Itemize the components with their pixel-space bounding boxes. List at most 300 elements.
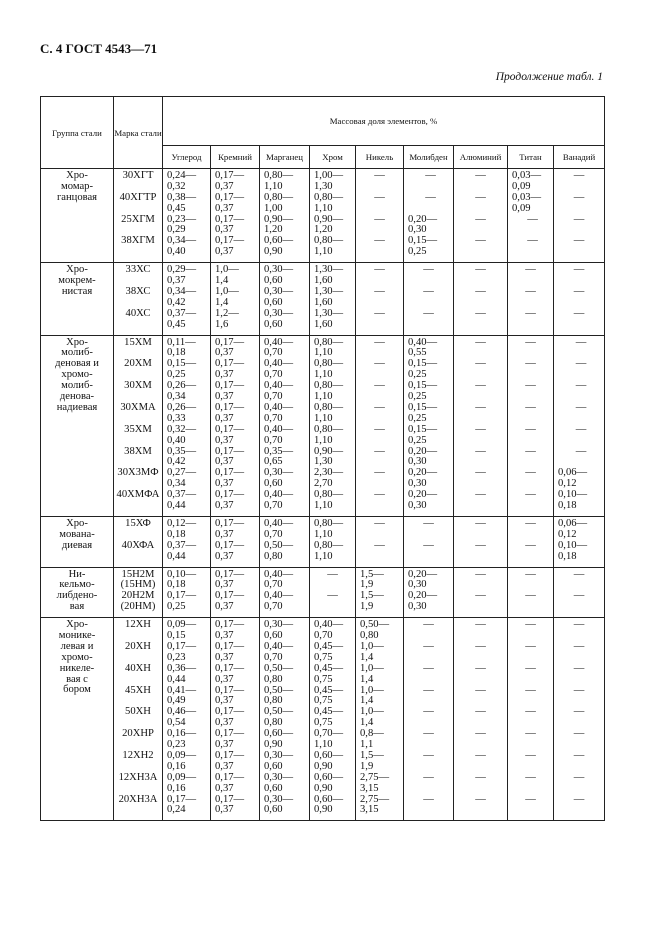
element-value-line: 0,20— <box>408 568 438 580</box>
element-value-line: 0,24 <box>167 804 186 816</box>
element-value-line: — <box>475 191 486 203</box>
element-value-line: 0,80— <box>314 191 344 203</box>
element-value-line: 0,36— <box>167 662 197 674</box>
element-value-line: 0,75 <box>314 673 333 685</box>
element-value <box>360 664 403 686</box>
steel-grade-line: 15ХФ <box>125 517 151 529</box>
element-value-line: 0,37 <box>215 695 234 707</box>
element-value <box>264 403 309 425</box>
element-value-line: 0,35— <box>264 445 294 457</box>
element-column <box>260 618 310 821</box>
element-value-line: — <box>525 380 536 392</box>
element-value-line: 1,60 <box>314 318 333 330</box>
steel-grade-line: 25ХГМ <box>121 213 155 225</box>
element-value <box>215 751 259 773</box>
element-value-line: 0,16 <box>167 760 186 772</box>
element-value <box>167 664 210 686</box>
element-value-line: 1,10 <box>314 500 333 512</box>
element-value <box>264 519 309 541</box>
element-value-line: — <box>575 380 587 392</box>
element-value <box>356 265 403 287</box>
element-value <box>356 215 403 237</box>
element-value-line: 0,15— <box>408 380 438 392</box>
element-value <box>264 381 309 403</box>
steel-grade <box>114 425 162 447</box>
element-value-line: — <box>374 489 385 501</box>
element-value <box>215 236 259 258</box>
element-value <box>264 265 309 287</box>
element-value-line: 1,30 <box>314 456 333 468</box>
steel-grade-line: (15НМ) <box>120 579 156 591</box>
element-value <box>360 707 403 729</box>
element-value-line: — <box>573 568 585 580</box>
element-value-line: 0,17— <box>215 489 245 501</box>
element-value-line: — <box>525 401 536 413</box>
element-value-line: 0,60 <box>264 318 283 330</box>
element-value-line: 0,90— <box>314 445 344 457</box>
element-value-line: — <box>475 401 486 413</box>
table-row <box>41 618 605 821</box>
element-value-line: 0,30— <box>264 793 294 805</box>
element-value-line: 0,17— <box>215 467 245 479</box>
element-value-line: 0,60— <box>264 728 294 740</box>
element-column <box>356 516 404 567</box>
element-value-line: 0,35— <box>167 445 197 457</box>
steel-grade-line: 38ХГМ <box>121 235 155 247</box>
element-value-line: 0,25 <box>408 246 427 258</box>
steel-grade-line: 40ХН <box>125 662 151 674</box>
element-value <box>356 171 403 193</box>
element-value <box>314 541 355 563</box>
element-value-line: — <box>475 590 486 602</box>
element-value <box>215 519 259 541</box>
element-value-line: — <box>374 539 385 551</box>
element-value-line: 0,80— <box>314 489 344 501</box>
element-value-line: — <box>525 336 536 348</box>
element-value <box>167 773 210 795</box>
element-column <box>356 335 404 516</box>
element-value <box>167 468 210 490</box>
element-value <box>408 359 453 381</box>
element-value-line: 1,20 <box>314 224 333 236</box>
element-value-line: 2,75— <box>360 771 390 783</box>
steel-group-name-line: хромо- <box>61 651 93 663</box>
steel-group-name-line: нистая <box>61 285 93 297</box>
element-value <box>404 642 453 664</box>
element-value <box>215 193 259 215</box>
steel-grade <box>114 570 162 592</box>
element-column <box>454 169 508 263</box>
element-value-line: — <box>525 684 536 696</box>
element-value-line: 0,17— <box>215 423 245 435</box>
element-value-line: 1,10 <box>314 434 333 446</box>
table-row <box>41 335 605 516</box>
element-value <box>512 193 553 215</box>
element-value-line: 1,60 <box>314 275 333 287</box>
element-value <box>408 403 453 425</box>
element-value-line: 0,17— <box>215 401 245 413</box>
element-column <box>163 335 211 516</box>
element-value-line: 0,60 <box>264 782 283 794</box>
steel-group-name-line: надиевая <box>56 401 98 413</box>
element-value-line: 0,18 <box>167 579 186 591</box>
element-value-line: — <box>374 213 385 225</box>
element-value <box>554 215 604 237</box>
element-value <box>264 642 309 664</box>
element-value-line: 0,37 <box>215 202 234 214</box>
element-value-line: — <box>573 285 585 297</box>
element-column <box>310 516 356 567</box>
element-value-line: 0,32— <box>167 423 197 435</box>
steel-composition-table <box>40 96 605 821</box>
element-column <box>404 516 454 567</box>
element-value-line: — <box>475 235 486 247</box>
element-value-line: 0,15— <box>408 423 438 435</box>
steel-group-name-line: кельмо- <box>59 579 95 591</box>
element-value-line: 0,60 <box>264 804 283 816</box>
element-value-line: 1,9 <box>360 579 374 591</box>
element-value-line: — <box>525 445 536 457</box>
element-value <box>408 215 453 237</box>
element-value <box>554 642 604 664</box>
element-value <box>454 795 507 817</box>
element-column <box>454 567 508 618</box>
steel-group-name-line: либдено- <box>56 590 98 602</box>
element-value-line: — <box>423 539 434 551</box>
element-value-line: 0,25 <box>408 412 427 424</box>
element-column <box>554 169 605 263</box>
element-value <box>508 729 553 751</box>
element-value <box>554 287 604 309</box>
element-value-line: 1,4 <box>360 651 374 663</box>
element-value <box>167 171 210 193</box>
element-column <box>211 618 260 821</box>
element-value-line: 1,10 <box>314 550 333 562</box>
element-value <box>454 707 507 729</box>
steel-grade-line: 20ХМ <box>124 358 152 370</box>
steel-grade-line: 12ХН3А <box>118 771 158 783</box>
element-column <box>554 263 605 335</box>
element-value <box>508 541 553 563</box>
steel-group-name-line: Хро- <box>66 517 88 529</box>
steel-group-name-line: диевая <box>61 539 93 551</box>
steel-grade-line: 12ХН <box>125 619 151 631</box>
element-value <box>404 664 453 686</box>
element-value <box>215 265 259 287</box>
steel-grade <box>114 265 162 287</box>
element-value <box>408 381 453 403</box>
element-value-line: 0,37 <box>215 739 234 751</box>
element-value <box>167 541 210 563</box>
element-value <box>314 729 355 751</box>
element-value <box>454 236 507 258</box>
element-value <box>404 309 453 331</box>
steel-group-name-line: Хро- <box>66 264 88 276</box>
element-value-line: 0,60 <box>264 760 283 772</box>
element-value-line: — <box>573 191 585 203</box>
steel-grade <box>114 215 162 237</box>
element-value-line: 0,37 <box>215 180 234 192</box>
element-column <box>554 567 605 618</box>
element-value-line: — <box>475 336 486 348</box>
element-value-line: 0,40— <box>314 619 344 631</box>
element-value <box>215 773 259 795</box>
element-value-line: — <box>525 706 536 718</box>
element-value-line: 0,80 <box>264 695 283 707</box>
steel-group-name <box>41 567 114 618</box>
element-value-line: 0,37 <box>215 601 234 613</box>
table-continuation-label: Продолжение табл. 1 <box>495 71 603 83</box>
steel-grade-column <box>114 567 163 618</box>
steel-grade-line: 38ХМ <box>124 445 152 457</box>
element-value <box>167 751 210 773</box>
element-value <box>454 490 507 512</box>
element-value <box>508 381 553 403</box>
element-value-line: 0,10— <box>558 539 588 551</box>
steel-grade-column <box>114 335 163 516</box>
element-value-line: 0,15— <box>408 358 438 370</box>
element-value-line: — <box>374 445 385 457</box>
element-value <box>167 359 210 381</box>
element-value-line: 0,25 <box>408 434 427 446</box>
steel-grade <box>114 171 162 193</box>
element-value-line: 0,18 <box>167 347 186 359</box>
element-value-line: 0,17— <box>215 706 245 718</box>
element-value-line: 0,80— <box>314 380 344 392</box>
element-value-line: 1,9 <box>360 601 374 613</box>
element-value-line: — <box>374 423 385 435</box>
element-value <box>167 193 210 215</box>
element-value-line: — <box>525 517 536 529</box>
element-value-line: — <box>475 213 486 225</box>
element-value <box>356 519 403 541</box>
element-value <box>554 570 604 592</box>
element-value-line: 0,03— <box>512 170 542 181</box>
steel-group-name-line: монике- <box>58 630 96 642</box>
element-value <box>215 468 259 490</box>
steel-grade <box>114 773 162 795</box>
element-value <box>264 171 309 193</box>
element-value-line: — <box>423 662 434 674</box>
element-value-line: 0,17— <box>215 568 245 580</box>
element-value-line: 0,30 <box>408 456 427 468</box>
element-column <box>554 335 605 516</box>
element-value-line: 0,17— <box>215 445 245 457</box>
element-value <box>508 309 553 331</box>
element-value-line: 0,24— <box>167 170 197 181</box>
element-value <box>554 620 604 642</box>
element-value-line: 0,45 <box>167 202 186 214</box>
element-value <box>508 447 553 469</box>
element-value-line: 0,34— <box>167 285 197 297</box>
element-value-line: — <box>525 640 536 652</box>
element-value-line: 0,37 <box>215 500 234 512</box>
element-value-line: 1,30— <box>314 285 344 297</box>
element-value <box>167 236 210 258</box>
element-value-line: 0,25 <box>167 369 186 381</box>
element-column <box>454 618 508 821</box>
element-value <box>508 642 553 664</box>
element-value-line: 0,17— <box>167 793 197 805</box>
element-value-line: 0,17— <box>215 771 245 783</box>
element-value <box>508 773 553 795</box>
element-value-line: — <box>475 517 486 529</box>
element-value-line: — <box>573 264 585 276</box>
element-value <box>356 359 403 381</box>
element-value <box>356 403 403 425</box>
element-value-line: — <box>327 590 338 602</box>
element-value <box>314 338 355 360</box>
element-value-line: 0,70 <box>264 434 283 446</box>
element-value-line: 0,41— <box>167 684 197 696</box>
element-value <box>558 490 604 512</box>
element-value <box>454 620 507 642</box>
element-value <box>360 795 403 817</box>
element-value-line: 0,75 <box>314 695 333 707</box>
steel-group-name <box>41 263 114 335</box>
element-value <box>167 519 210 541</box>
element-value-line: — <box>573 640 585 652</box>
header-steel-grade: Марка стали <box>114 97 163 169</box>
element-value <box>264 729 309 751</box>
element-value-line: 1,30— <box>314 307 344 319</box>
element-value <box>454 519 507 541</box>
element-column <box>508 263 554 335</box>
steel-grade-line: 45ХН <box>125 684 151 696</box>
element-value-line: 0,46— <box>167 706 197 718</box>
element-value <box>356 338 403 360</box>
element-value-line: 0,50— <box>264 539 294 551</box>
element-value <box>264 591 309 613</box>
element-value-line: 0,17— <box>215 793 245 805</box>
element-value-line: — <box>423 640 434 652</box>
steel-grade-line: 33ХС <box>125 264 151 276</box>
element-value-line: 0,23 <box>167 739 186 751</box>
element-value-line: — <box>423 793 434 805</box>
steel-grade <box>114 519 162 541</box>
element-value <box>356 381 403 403</box>
element-value-line: 0,17— <box>215 640 245 652</box>
element-value-line: 1,10 <box>314 246 333 258</box>
element-value-line: 0,27— <box>167 467 197 479</box>
element-value <box>314 193 355 215</box>
element-value <box>215 309 259 331</box>
element-value <box>454 468 507 490</box>
steel-group-name-line: мокрем- <box>58 275 96 287</box>
element-value-line: 0,10— <box>558 489 588 501</box>
element-value-line: 0,80— <box>314 517 344 529</box>
element-value-line: 0,11— <box>167 336 196 348</box>
element-column <box>260 516 310 567</box>
steel-group-name <box>41 335 114 516</box>
element-value <box>264 309 309 331</box>
element-value-line: — <box>575 336 587 348</box>
element-value-line: — <box>475 380 486 392</box>
element-column <box>356 618 404 821</box>
element-value-line: 1,30— <box>314 264 344 276</box>
element-column <box>404 335 454 516</box>
steel-grade-line: 30Х3МФ <box>117 467 159 479</box>
element-value <box>404 541 453 563</box>
element-value <box>314 686 355 708</box>
element-value-line: — <box>374 401 385 413</box>
element-value <box>264 541 309 563</box>
steel-group-name-line: Хро- <box>66 619 88 631</box>
element-value-line: — <box>327 568 338 580</box>
element-value-line: 0,37 <box>215 434 234 446</box>
steel-group-name-line: ганцовая <box>56 191 98 203</box>
element-value-line: 0,23— <box>167 213 197 225</box>
element-value <box>264 490 309 512</box>
element-value-line: 0,30— <box>264 467 294 479</box>
element-value-line: 0,90 <box>314 760 333 772</box>
element-value-line: 0,90 <box>314 782 333 794</box>
element-value <box>215 591 259 613</box>
element-column <box>310 169 356 263</box>
element-value <box>264 447 309 469</box>
steel-grade <box>114 468 162 490</box>
element-value <box>215 570 259 592</box>
element-value-line: 2,30— <box>314 467 344 479</box>
element-value-line: 0,50— <box>264 706 294 718</box>
element-value-line: 0,06— <box>558 517 588 529</box>
element-value-line: 0,80 <box>264 673 283 685</box>
element-value <box>454 664 507 686</box>
element-value <box>454 403 507 425</box>
element-value-line: — <box>573 749 585 761</box>
element-value <box>215 707 259 729</box>
element-value-line: 1,10 <box>264 180 283 192</box>
element-value-line: 0,37 <box>215 630 234 642</box>
table-body <box>41 169 605 821</box>
element-value-line: 0,45 <box>167 318 186 330</box>
element-value-line: 0,40— <box>264 517 294 529</box>
element-column <box>454 335 508 516</box>
element-value <box>167 795 210 817</box>
element-value-line: 1,0— <box>215 285 239 297</box>
element-value-line: 0,17— <box>167 640 197 652</box>
element-value <box>508 570 553 592</box>
steel-grade-line: 50ХН <box>125 706 151 718</box>
element-value <box>404 795 453 817</box>
element-value-line: — <box>525 358 536 370</box>
element-value <box>215 403 259 425</box>
header-element: Углерод <box>163 146 211 169</box>
element-value <box>454 591 507 613</box>
element-value-line: — <box>475 489 486 501</box>
element-value <box>167 620 210 642</box>
element-value-line: — <box>475 170 486 181</box>
element-value <box>167 309 210 331</box>
element-value-line: 0,80— <box>314 358 344 370</box>
element-value-line: — <box>527 213 538 225</box>
steel-group-name-line: Хро- <box>66 336 88 348</box>
element-value-line: 3,15 <box>360 804 379 816</box>
element-value-line: 0,45— <box>314 662 344 674</box>
element-column <box>554 516 605 567</box>
element-value <box>167 686 210 708</box>
element-value-line: 1,00— <box>314 170 344 181</box>
table-row <box>41 567 605 618</box>
element-value-line: — <box>575 358 587 370</box>
element-column <box>356 169 404 263</box>
element-value-line: 0,30— <box>264 771 294 783</box>
element-value-line: 0,50— <box>264 684 294 696</box>
element-value-line: — <box>475 728 486 740</box>
element-value-line: 0,37 <box>215 717 234 729</box>
element-value-line: 0,37 <box>215 673 234 685</box>
element-value-line: 0,17— <box>215 728 245 740</box>
